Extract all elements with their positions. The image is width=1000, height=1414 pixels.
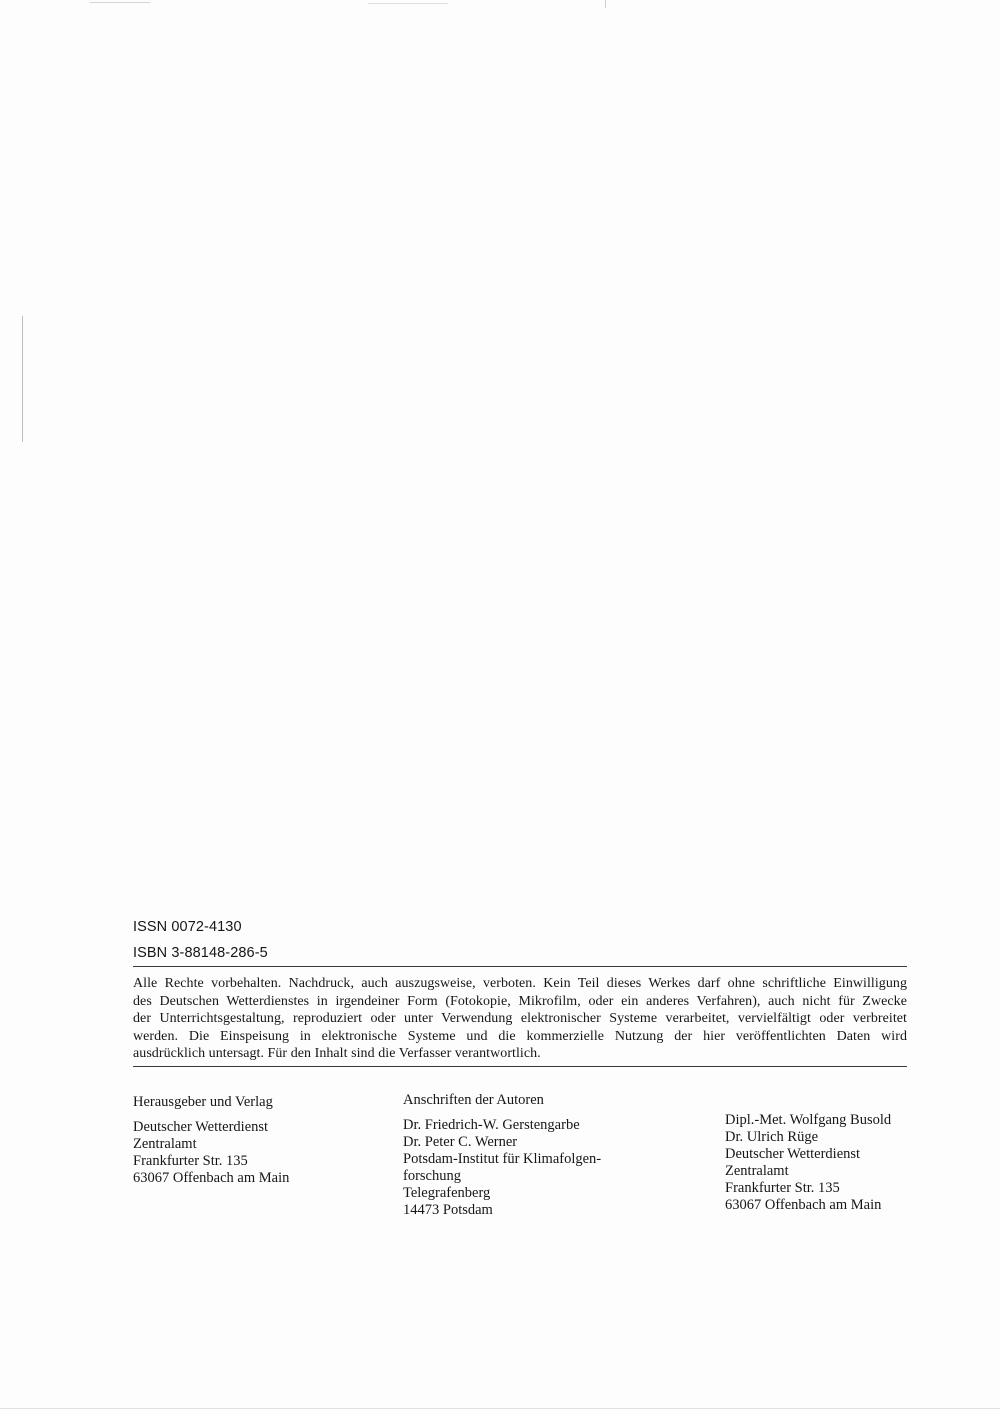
- publisher-line: Deutscher Wetterdienst: [133, 1119, 269, 1135]
- author-address-line: Telegrafenberg: [403, 1185, 491, 1201]
- scan-edge-mark: [22, 316, 23, 376]
- author-address-line: 63067 Offenbach am Main: [725, 1197, 882, 1213]
- rights-notice-line: ausdrücklich untersagt. Für den Inhalt sind die Verfasser verantwortlich.: [133, 1046, 541, 1062]
- author-address-line: Dr. Ulrich Rüge: [725, 1129, 819, 1145]
- publisher-heading: Herausgeber und Verlag: [133, 1094, 273, 1110]
- author-address-line: Frankfurter Str. 135: [725, 1180, 840, 1196]
- divider-rule: [133, 966, 907, 967]
- author-address-line: 14473 Potsdam: [403, 1202, 493, 1218]
- scan-edge-mark: [605, 0, 606, 8]
- scan-edge-mark: [22, 370, 23, 442]
- authors-address-block-b: [725, 1112, 891, 1214]
- rights-notice: [133, 975, 907, 1063]
- scan-edge-mark: [368, 3, 448, 4]
- issn-line: ISSN 0072-4130: [133, 919, 242, 935]
- divider-rule: [133, 1066, 907, 1067]
- identifiers-block: [133, 914, 268, 966]
- authors-heading: Anschriften der Autoren: [403, 1092, 544, 1108]
- scan-edge-mark: [0, 1408, 1000, 1409]
- author-address-line: Dr. Peter C. Werner: [403, 1134, 518, 1150]
- rights-notice-line: der Unterrichtsgestaltung, reproduziert oder unter Verwendung elektronischer Systeme verarbeitet, vervielfältigt oder verbreitet: [133, 1011, 907, 1027]
- publisher-line: 63067 Offenbach am Main: [133, 1170, 290, 1186]
- scan-edge-mark: [90, 2, 150, 3]
- author-address-line: forschung: [403, 1168, 461, 1184]
- rights-notice-line: des Deutschen Wetterdienstes in irgendeiner Form (Fotokopie, Mikrofilm, oder ein anderes Verfahren), auch nicht für Zwecke: [133, 993, 907, 1009]
- author-address-line: Zentralamt: [725, 1163, 789, 1179]
- rights-notice-line: werden. Die Einspeisung in elektronische Systeme und die kommerzielle Nutzung der hier veröffentlichten Daten wird: [133, 1028, 907, 1044]
- rights-notice-line: Alle Rechte vorbehalten. Nachdruck, auch auszugsweise, verboten. Kein Teil dieses Werkes darf ohne schriftliche Einwilligung: [133, 976, 907, 991]
- authors-address-block-a: [403, 1092, 601, 1219]
- author-address-line: Dr. Friedrich-W. Gerstengarbe: [403, 1117, 580, 1133]
- publisher-line: Zentralamt: [133, 1136, 197, 1152]
- publisher-address-block: [133, 1094, 289, 1187]
- author-address-line: Potsdam-Institut für Klimafolgen-: [403, 1151, 602, 1167]
- publisher-line: Frankfurter Str. 135: [133, 1153, 248, 1169]
- isbn-line: ISBN 3-88148-286-5: [133, 945, 268, 961]
- author-address-line: Dipl.-Met. Wolfgang Busold: [725, 1112, 892, 1128]
- author-address-line: Deutscher Wetterdienst: [725, 1146, 861, 1162]
